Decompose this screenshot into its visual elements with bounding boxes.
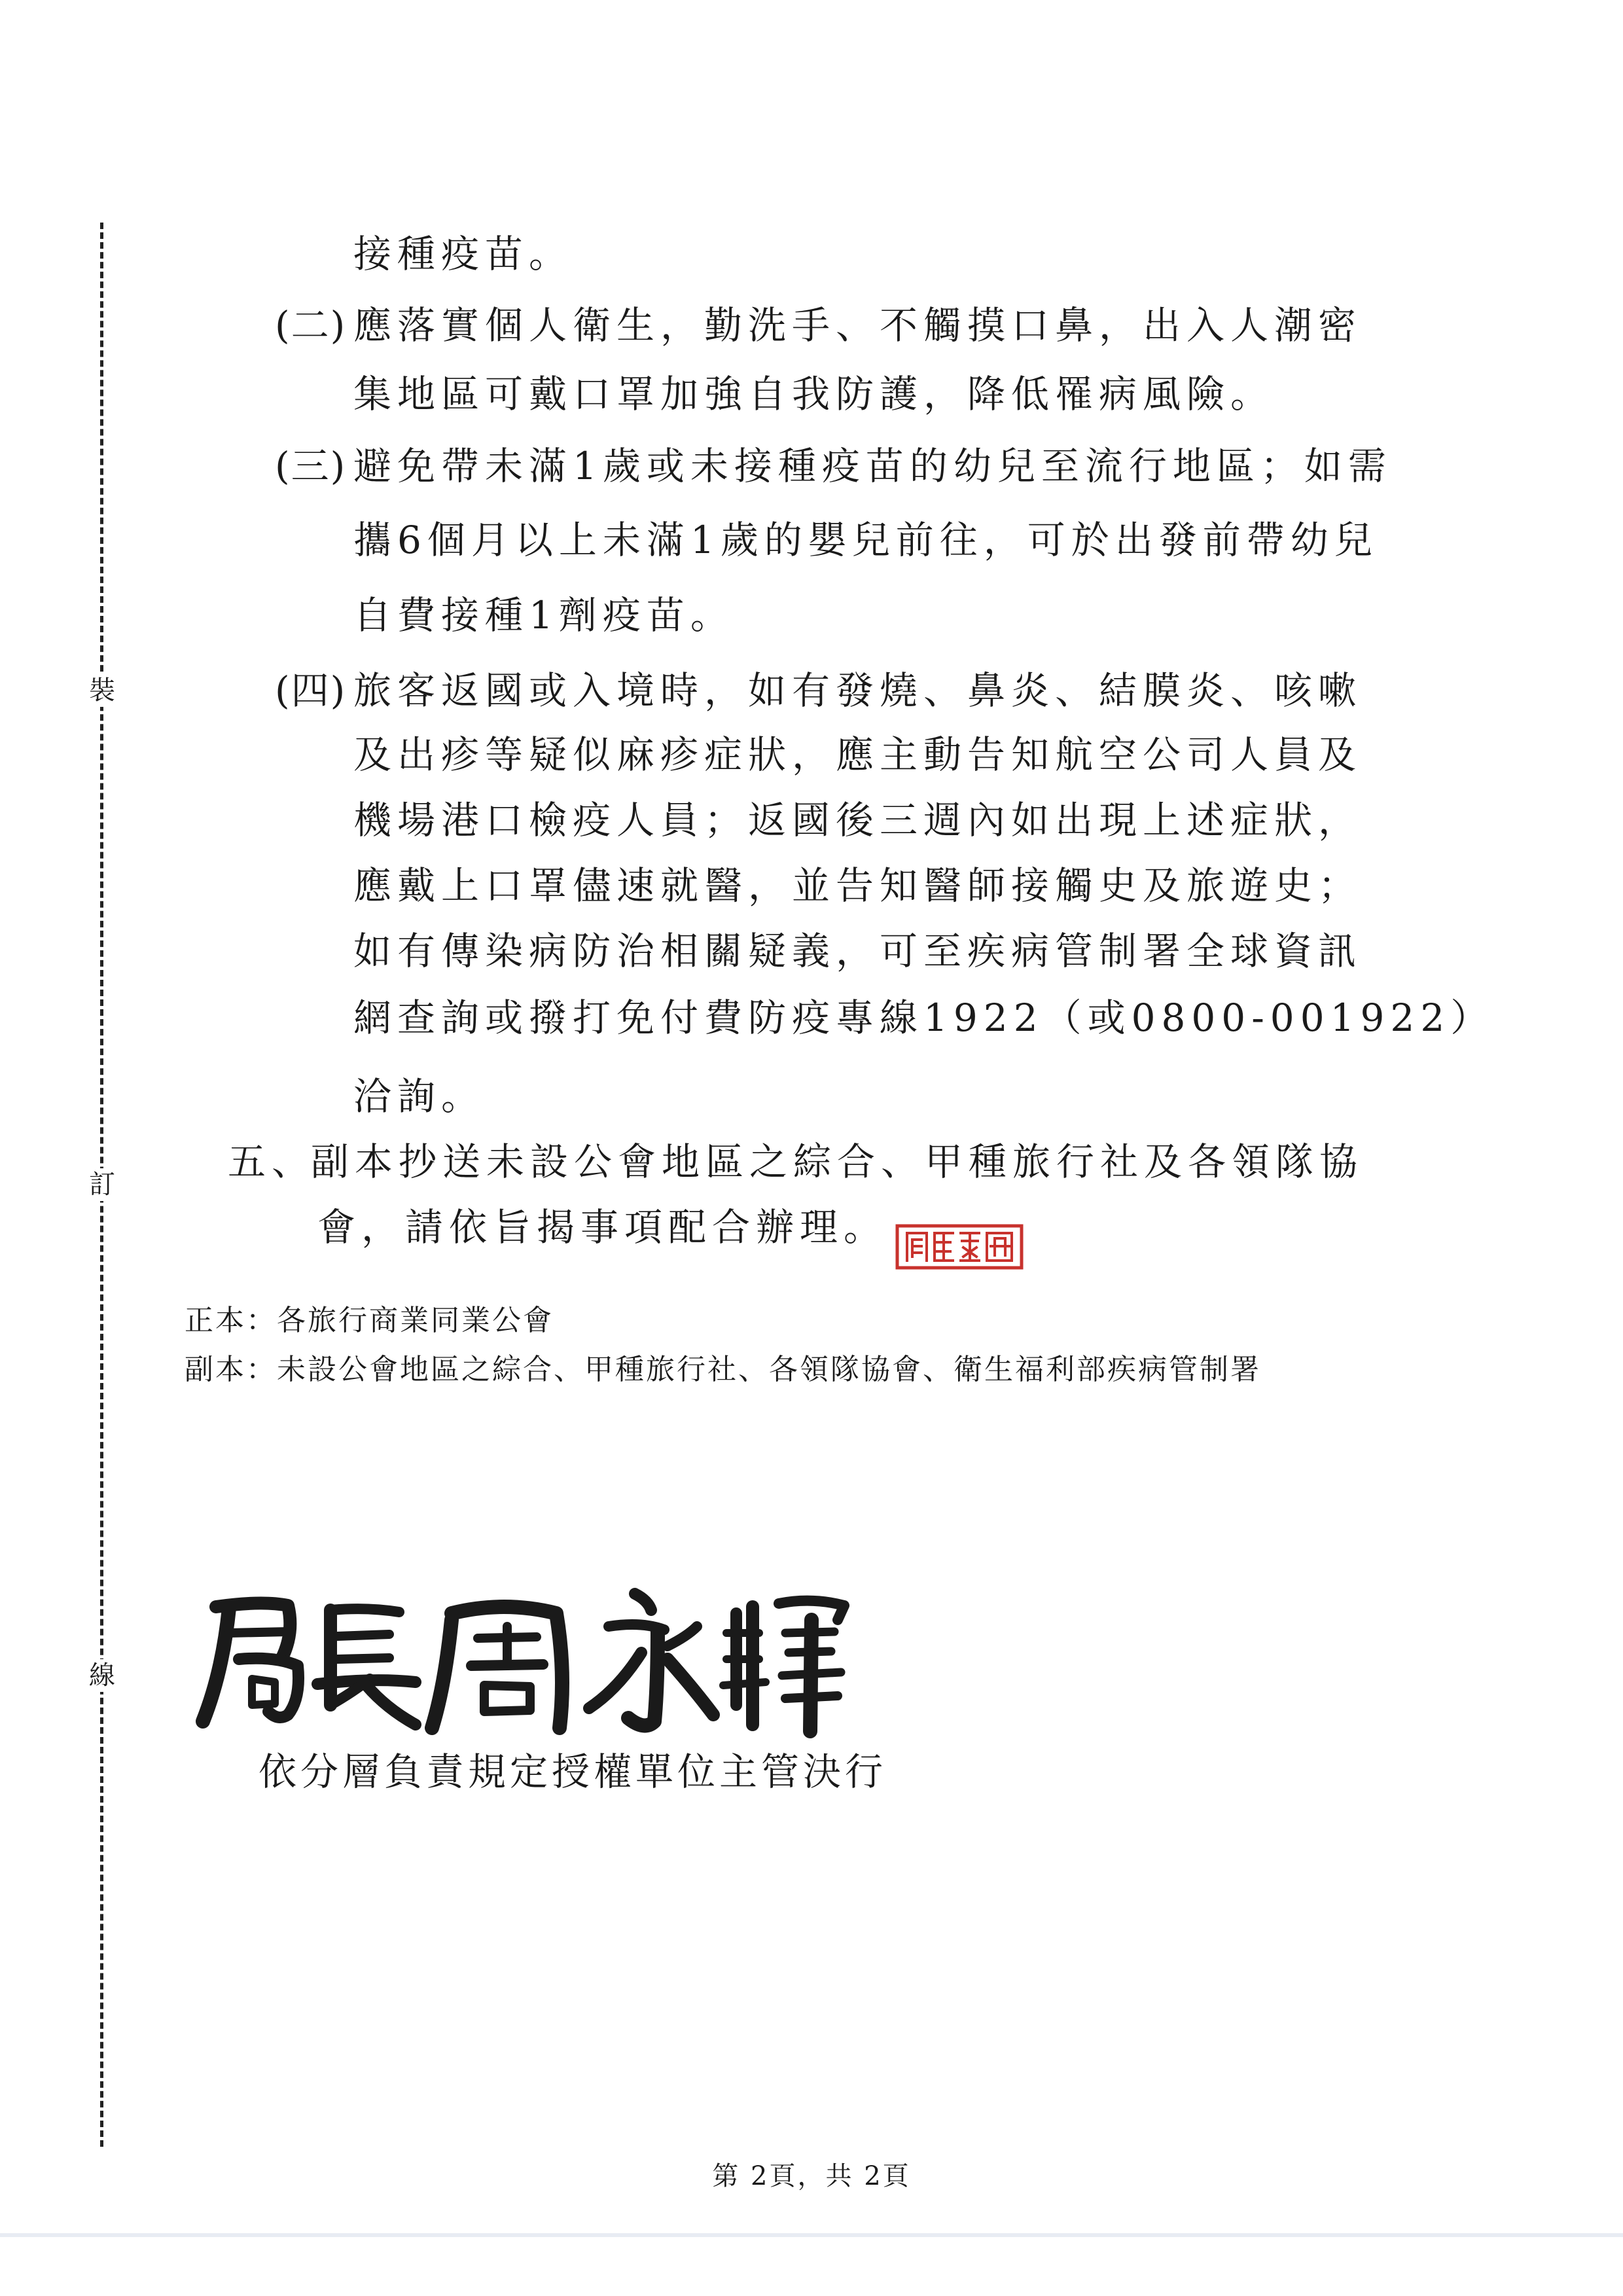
page-number: 第 2頁，共 2頁 — [712, 2161, 911, 2191]
body-line-7: 旅客返國或入境時，如有發燒、鼻炎、結膜炎、咳嗽 — [353, 668, 1363, 713]
body-line-14: 副本抄送未設公會地區之綜合、甲種旅行社及各領隊協 — [311, 1139, 1364, 1184]
original-recipient: 正本：各旅行商業同業公會 — [185, 1304, 554, 1337]
body-line-6: 自費接種1劑疫苗。 — [353, 593, 734, 637]
body-line-4: 避免帶未滿1歲或未接種疫苗的幼兒至流行地區；如需 — [353, 444, 1392, 488]
item-number-5: 五、 — [228, 1139, 316, 1184]
item-number-4: (四) — [275, 668, 347, 713]
body-line-11: 如有傳染病防治相關疑義，可至疾病管制署全球資訊 — [353, 929, 1363, 973]
scan-bottom-edge — [0, 2233, 1623, 2237]
body-line-5: 攜6個月以上未滿1歲的嬰兒前往，可於出發前帶幼兒 — [353, 518, 1378, 562]
body-line-12: 網查詢或撥打免付費防疫專線1922（或0800-001922） — [353, 996, 1495, 1040]
body-line-3: 集地區可戴口罩加強自我防護，降低罹病風險。 — [353, 372, 1275, 416]
body-line-2: 應落實個人衛生，勤洗手、不觸摸口鼻，出入人潮密 — [353, 303, 1363, 348]
body-line-15: 會，請依旨揭事項配合辦理。 — [317, 1205, 888, 1249]
body-line-13: 洽詢。 — [353, 1074, 486, 1119]
authorization-statement: 依分層負責規定授權單位主管決行 — [259, 1749, 887, 1794]
copy-recipients: 副本：未設公會地區之綜合、甲種旅行社、各領隊協會、衛生福利部疾病管制署 — [185, 1353, 1261, 1386]
binding-mark-xian: 線 — [86, 1659, 118, 1692]
official-seal-stamp — [895, 1224, 1024, 1270]
director-signature — [190, 1574, 864, 1744]
body-line-1: 接種疫苗。 — [353, 232, 573, 276]
binding-mark-zhuang: 裝 — [86, 674, 118, 707]
item-number-3: (三) — [275, 444, 347, 488]
body-line-9: 機場港口檢疫人員；返國後三週內如出現上述症狀， — [353, 798, 1363, 842]
body-line-8: 及出疹等疑似麻疹症狀，應主動告知航空公司人員及 — [353, 732, 1363, 777]
body-line-10: 應戴上口罩儘速就醫，並告知醫師接觸史及旅遊史； — [353, 863, 1363, 908]
item-number-2: (二) — [275, 303, 347, 348]
binding-mark-ding: 訂 — [86, 1168, 118, 1201]
